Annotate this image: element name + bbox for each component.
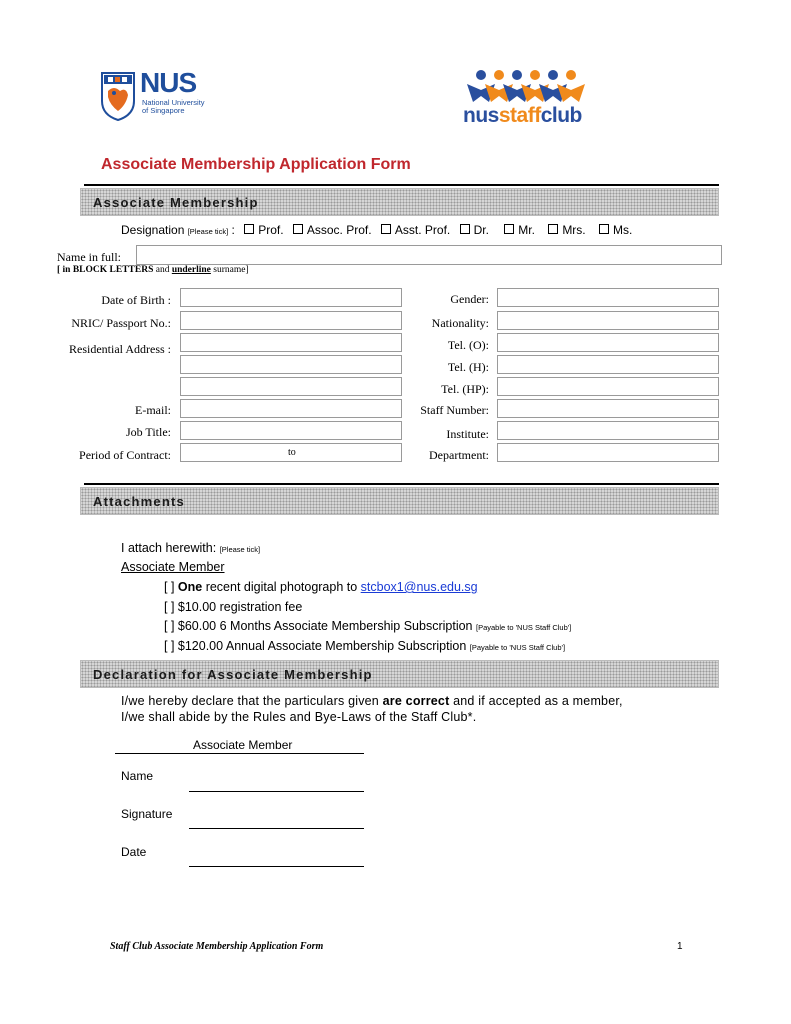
note-underline: underline [171, 265, 211, 275]
period-to-label: to [288, 447, 296, 458]
tel-hp-label: Tel. (HP): [441, 382, 489, 396]
declaration-line1-pre: I/we hereby declare that the particulars given [121, 694, 383, 708]
note-mid: and [153, 265, 172, 275]
declaration-line1-post: and if accepted as a member, [449, 694, 623, 708]
tel-h-label: Tel. (H): [447, 360, 489, 374]
institute-input[interactable] [497, 421, 719, 440]
email-input[interactable] [180, 399, 402, 418]
option-prof: Prof. [258, 223, 284, 237]
tel-o-input[interactable] [497, 333, 719, 352]
attach-checkbox[interactable]: [ ] [164, 600, 175, 614]
club-word-nus: nus [463, 104, 499, 127]
attach-heading: Associate Member [121, 560, 225, 574]
attach-intro [121, 541, 260, 555]
attach-item-photo-text: recent digital photograph to [202, 580, 361, 594]
institute-label: Institute: [446, 427, 489, 441]
department-label: Department: [429, 448, 489, 462]
section-title: Declaration for Associate Membership [93, 667, 373, 682]
staff-club-logo [463, 68, 603, 130]
attach-item-6month-note: [Payable to 'NUS Staff Club'] [476, 623, 572, 632]
attach-item-photo [164, 580, 478, 594]
footer-text: Staff Club Associate Membership Application Form [110, 941, 324, 952]
name-full-label: Name in full: [57, 250, 121, 264]
email-label: E-mail: [135, 403, 171, 417]
designation-colon: : [231, 223, 235, 237]
tel-o-label: Tel. (O): [447, 338, 489, 352]
nus-wordmark: NUS [140, 67, 197, 98]
form-title: Associate Membership Application Form [101, 156, 411, 173]
address-input-line2[interactable] [180, 355, 402, 374]
address-label: Residential Address : [69, 342, 171, 356]
option-assoc-prof: Assoc. Prof. [306, 223, 372, 237]
declaration-line2: I/we shall abide by the Rules and Bye-Laws of the Staff Club*. [121, 710, 477, 724]
checkbox-prof[interactable] [244, 224, 254, 234]
address-input-line1[interactable] [180, 333, 402, 352]
section-header-attachments [80, 487, 719, 515]
attach-item-6month [164, 619, 571, 633]
staff-club-wordmark [463, 104, 582, 128]
staff-number-label: Staff Number: [420, 403, 489, 417]
member-heading-line [115, 753, 364, 754]
email-link[interactable]: stcbox1@nus.edu.sg [360, 580, 478, 594]
name-label: Name [121, 769, 154, 783]
attach-item-6month-text: $60.00 6 Months Associate Membership Subscription [177, 619, 473, 633]
club-word-club: club [540, 104, 582, 127]
attach-checkbox[interactable]: [ ] [164, 619, 175, 633]
checkbox-dr[interactable] [460, 224, 470, 234]
section-header-membership [80, 188, 719, 216]
designation-hint: [Please tick] [187, 227, 229, 236]
checkbox-mrs[interactable] [548, 224, 558, 234]
section-title: Attachments [93, 494, 185, 509]
section-divider [84, 483, 719, 485]
period-label: Period of Contract: [79, 448, 171, 462]
signature-label: Signature [121, 807, 173, 821]
page-number: 1 [677, 941, 683, 952]
declaration-line1-bold: are correct [382, 694, 450, 708]
note-post: surname] [210, 265, 249, 275]
checkbox-assoc-prof[interactable] [293, 224, 303, 234]
section-divider [84, 184, 719, 186]
option-dr: Dr. [473, 223, 489, 237]
nus-logo [100, 67, 210, 123]
date-line[interactable] [189, 866, 364, 867]
attach-intro-hint: [Please tick] [219, 545, 261, 554]
option-asst-prof: Asst. Prof. [394, 223, 451, 237]
option-mr: Mr. [518, 223, 535, 237]
nus-subtitle-line1: National University [142, 98, 205, 107]
attach-item-photo-bold: One [177, 580, 203, 594]
nus-subtitle-line2: of Singapore [142, 106, 185, 115]
designation-row [121, 223, 632, 237]
member-heading: Associate Member [193, 738, 293, 752]
attach-intro-text: I attach herewith: [121, 541, 217, 555]
nric-input[interactable] [180, 311, 402, 330]
department-input[interactable] [497, 443, 719, 462]
staff-number-input[interactable] [497, 399, 719, 418]
section-title: Associate Membership [93, 195, 259, 210]
dob-input[interactable] [180, 288, 402, 307]
note-pre: [ in [57, 265, 73, 275]
attach-item-registration [164, 600, 302, 614]
note-block-letters: BLOCK LETTERS [72, 265, 154, 275]
declaration-line1 [121, 694, 623, 708]
nationality-input[interactable] [497, 311, 719, 330]
option-mrs: Mrs. [562, 223, 586, 237]
designation-label: Designation [121, 223, 185, 237]
tel-hp-input[interactable] [497, 377, 719, 396]
job-title-label: Job Title: [125, 425, 171, 439]
gender-label: Gender: [450, 292, 489, 306]
address-input-line3[interactable] [180, 377, 402, 396]
attach-item-annual [164, 639, 565, 653]
checkbox-mr[interactable] [504, 224, 514, 234]
tel-h-input[interactable] [497, 355, 719, 374]
option-ms: Ms. [612, 223, 633, 237]
nric-label: NRIC/ Passport No.: [71, 316, 171, 330]
dob-label: Date of Birth : [101, 293, 171, 307]
club-word-staff: staff [498, 104, 541, 127]
name-full-input[interactable] [136, 245, 722, 265]
attach-item-registration-text: $10.00 registration fee [177, 600, 303, 614]
people-figures-icon [463, 68, 593, 104]
attach-checkbox[interactable]: [ ] [164, 580, 175, 594]
section-header-declaration [80, 660, 719, 688]
name-signature-line[interactable] [189, 791, 364, 792]
checkbox-ms[interactable] [599, 224, 609, 234]
gender-input[interactable] [497, 288, 719, 307]
attach-checkbox[interactable]: [ ] [164, 639, 175, 653]
name-full-note [57, 265, 249, 275]
signature-line[interactable] [189, 828, 364, 829]
date-label: Date [121, 845, 147, 859]
nationality-label: Nationality: [431, 316, 489, 330]
attach-item-annual-text: $120.00 Annual Associate Membership Subscription [177, 639, 467, 653]
nus-subtitle [142, 99, 205, 115]
job-title-input[interactable] [180, 421, 402, 440]
checkbox-asst-prof[interactable] [381, 224, 391, 234]
attach-item-annual-note: [Payable to 'NUS Staff Club'] [469, 643, 566, 652]
nus-crest-icon [100, 71, 136, 121]
